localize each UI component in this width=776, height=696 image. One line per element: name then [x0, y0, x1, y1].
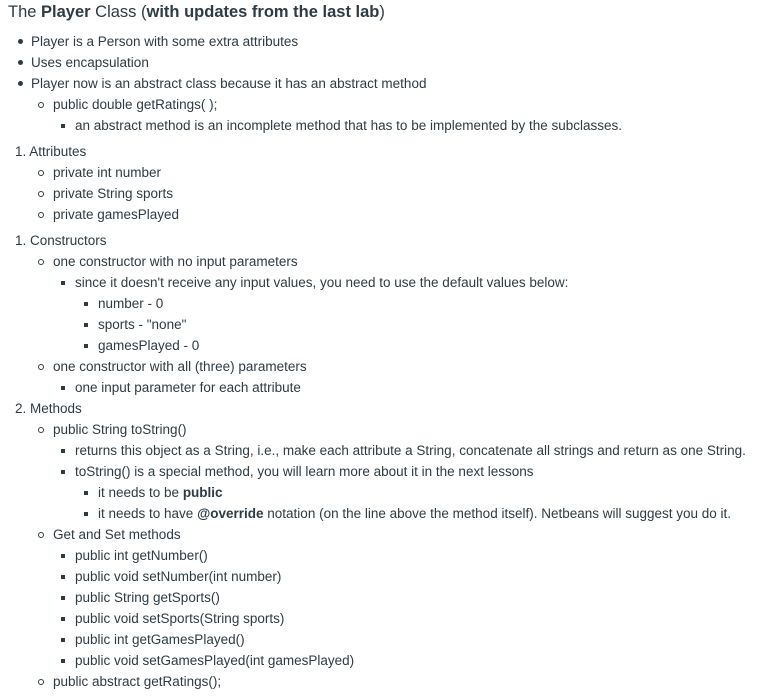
bullet-square	[84, 323, 88, 327]
bullet-square	[61, 386, 65, 390]
list-item: one input parameter for each attribute	[75, 377, 301, 398]
list-item: public abstract getRatings();	[53, 671, 221, 692]
bullet-disc	[18, 60, 23, 65]
list-item: private int number	[53, 162, 161, 183]
bullet-square	[61, 281, 65, 285]
list-item: one constructor with all (three) parameters	[53, 356, 307, 377]
bullet-square	[84, 344, 88, 348]
list-item: public String getSports()	[75, 587, 220, 608]
list-item: public int getNumber()	[75, 545, 208, 566]
bullet-circle	[38, 532, 44, 538]
bullet-circle	[38, 170, 44, 176]
list-item: returns this object as a String, i.e., make each attribute a String, concatenate all strings and return as one String.	[75, 440, 746, 461]
list-item: public void setNumber(int number)	[75, 566, 281, 587]
bullet-circle	[38, 191, 44, 197]
list-item: public void setSports(String sports)	[75, 608, 284, 629]
list-item: public double getRatings( );	[53, 94, 217, 115]
bullet-circle	[38, 427, 44, 433]
bullet-circle	[38, 212, 44, 218]
bullet-square	[61, 638, 65, 642]
list-item: private gamesPlayed	[53, 204, 179, 225]
bullet-disc	[18, 39, 23, 44]
section-heading-methods: 2. Methods	[15, 401, 82, 416]
bullet-square	[61, 659, 65, 663]
list-item: public String toString()	[53, 419, 187, 440]
section-heading-constructors: 1. Constructors	[15, 233, 107, 248]
list-item: toString() is a special method, you will learn more about it in the next lessons	[75, 461, 533, 482]
title-class-name: Player	[41, 3, 91, 21]
bullet-square	[61, 596, 65, 600]
list-item: gamesPlayed - 0	[98, 335, 199, 356]
section-heading-attributes: 1. Attributes	[15, 144, 87, 159]
list-item: it needs to be public	[98, 482, 223, 503]
bullet-circle	[38, 679, 44, 685]
list-item: Get and Set methods	[53, 524, 181, 545]
bullet-circle	[38, 102, 44, 108]
list-item: Player now is an abstract class because it has an abstract method	[31, 73, 426, 94]
list-item: Uses encapsulation	[31, 52, 149, 73]
list-item: sports - "none"	[98, 314, 186, 335]
bullet-square	[61, 449, 65, 453]
list-item: Player is a Person with some extra attributes	[31, 31, 298, 52]
bullet-square	[61, 470, 65, 474]
bullet-square	[61, 617, 65, 621]
bullet-square	[84, 512, 88, 516]
list-item: one constructor with no input parameters	[53, 251, 298, 272]
bullet-disc	[18, 81, 23, 86]
list-item: an abstract method is an incomplete method that has to be implemented by the subclasses.	[75, 115, 622, 136]
list-item: public int getGamesPlayed()	[75, 629, 245, 650]
bullet-circle	[38, 259, 44, 265]
bullet-square	[61, 575, 65, 579]
bullet-square	[61, 124, 65, 128]
list-item: it needs to have @override notation (on the line above the method itself). Netbeans will suggest you do it.	[98, 503, 731, 524]
list-item: private String sports	[53, 183, 173, 204]
bullet-square	[84, 302, 88, 306]
bullet-square	[61, 554, 65, 558]
list-item: number - 0	[98, 293, 163, 314]
page-title: The Player Class (with updates from the last lab)	[8, 3, 385, 21]
title-update-note: with updates from the last lab	[146, 3, 380, 21]
list-item: since it doesn't receive any input values, you need to use the default values below:	[75, 272, 568, 293]
bullet-circle	[38, 364, 44, 370]
bullet-square	[84, 491, 88, 495]
list-item: public void setGamesPlayed(int gamesPlayed)	[75, 650, 354, 671]
